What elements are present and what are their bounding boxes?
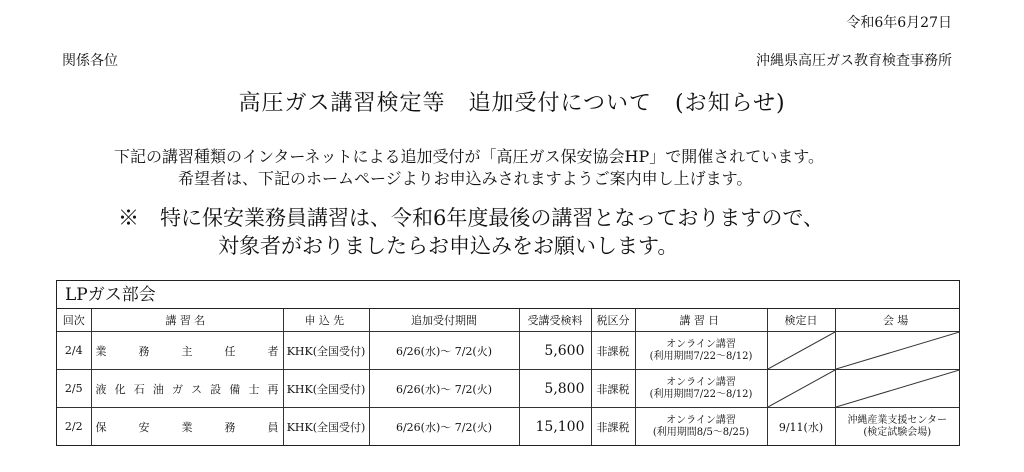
header-apply-to: 申込先: [283, 309, 369, 332]
sender-office: 沖縄県高圧ガス教育検査事務所: [756, 53, 952, 69]
intro-line-1: 下記の講習種類のインターネットによる追加受付が「高圧ガス保安協会HP」で開催されています。: [114, 147, 825, 166]
cell-lecture-date: [635, 370, 767, 408]
header-round: 回次: [57, 309, 91, 332]
diagonal-slash: [836, 332, 960, 369]
venue-name: 沖縄産業支援センター: [847, 414, 948, 426]
header-lecture-date: 講習日: [635, 309, 767, 332]
cell-fee: 5,800: [519, 370, 591, 408]
diagonal-slash: [768, 332, 835, 369]
cell-period: 6/26(水)～ 7/2(火): [369, 332, 519, 370]
cell-lecture-date: [635, 332, 767, 370]
cell-period: 6/26(水)～ 7/2(火): [369, 370, 519, 408]
header-tax: 税区分: [591, 309, 635, 332]
lecture-period: (利用期間7/22～8/12): [649, 350, 753, 362]
recipient: 関係各位: [62, 53, 118, 69]
course-table-section: [56, 280, 960, 446]
cell-round: 2/4: [57, 332, 91, 370]
header-period: 追加受付期間: [369, 309, 519, 332]
notice-line-1: ※ 特に保安業務員講習は、令和6年度最後の講習となっておりますので、: [118, 206, 824, 230]
course-table: [57, 309, 959, 445]
header-course: 講習名: [91, 309, 283, 332]
table-row: [57, 408, 959, 446]
cell-exam-date-blank: [767, 332, 835, 370]
cell-apply-to: KHK(全国受付): [283, 370, 369, 408]
cell-fee: 5,600: [519, 332, 591, 370]
intro-line-2: 希望者は、下記のホームページよりお申込みされますようご案内申し上げます。: [178, 169, 753, 188]
cell-apply-to: KHK(全国受付): [283, 332, 369, 370]
lecture-period: (利用期間8/5～8/25): [652, 426, 750, 438]
notice-line-2: 対象者がおりましたらお申込みをお願いします。: [218, 234, 679, 258]
lecture-period: (利用期間7/22～8/12): [649, 388, 753, 400]
cell-course: 保安業務員: [91, 408, 283, 446]
cell-exam-date: 9/11(水): [767, 408, 835, 446]
cell-fee: 15,100: [519, 408, 591, 446]
lecture-type: オンライン講習: [666, 414, 736, 426]
lecture-type: オンライン講習: [666, 338, 736, 350]
header-exam-date: 検定日: [767, 309, 835, 332]
cell-round: 2/2: [57, 408, 91, 446]
cell-apply-to: KHK(全国受付): [283, 408, 369, 446]
cell-venue: [835, 408, 959, 446]
cell-period: 6/26(水)～ 7/2(火): [369, 408, 519, 446]
cell-exam-date-blank: [767, 370, 835, 408]
header-venue: 会場: [835, 309, 959, 332]
lecture-type: オンライン講習: [666, 376, 736, 388]
cell-venue-blank: [835, 332, 959, 370]
cell-tax: 非課税: [591, 332, 635, 370]
header-fee: 受講受検料: [519, 309, 591, 332]
cell-course: 液化石油ガス設備士再: [91, 370, 283, 408]
cell-venue-blank: [835, 370, 959, 408]
cell-tax: 非課税: [591, 408, 635, 446]
cell-lecture-date: [635, 408, 767, 446]
table-row: [57, 332, 959, 370]
section-title: LPガス部会: [57, 281, 959, 309]
table-row: [57, 370, 959, 408]
document-date: 令和6年6月27日: [846, 15, 952, 31]
diagonal-slash: [836, 370, 960, 407]
diagonal-slash: [768, 370, 835, 407]
cell-course: 業務主任者: [91, 332, 283, 370]
document-title: 高圧ガス講習検定等 追加受付について (お知らせ): [238, 91, 786, 116]
venue-note: (検定試験会場): [863, 426, 932, 438]
cell-tax: 非課税: [591, 370, 635, 408]
cell-round: 2/5: [57, 370, 91, 408]
table-header-row: [57, 309, 959, 332]
